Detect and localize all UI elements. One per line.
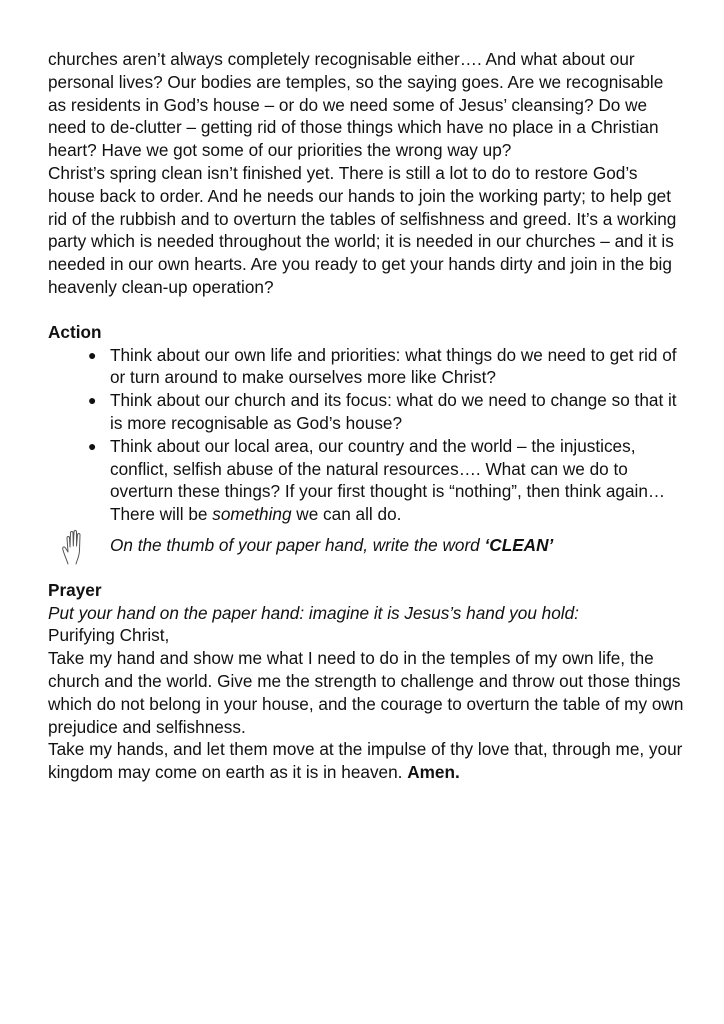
hand-instruction-word: ‘CLEAN’ [484, 534, 554, 555]
list-item [48, 435, 684, 526]
prayer-body-1: Take my hand and show me what I need to do in the temples of my own life, the church and the world. Give me the strength to challenge and throw out those things which do not belong in your house, and the courage to overturn the table of my own prejudice and selfishness. [48, 648, 684, 737]
list-item [48, 344, 684, 390]
list-item [48, 389, 684, 435]
prayer-heading: Prayer [48, 579, 102, 600]
hand-icon [60, 528, 88, 566]
prayer-body-2 [48, 738, 684, 784]
intro-paragraph-2: Christ’s spring clean isn’t finished yet. There is still a lot to do to restore God’s house back to order. And he needs our hands to join the working party; to help get rid of the rubbish and to overturn the tables of selfishness and greed. It’s a working party which is needed throughout the world; it is needed in our churches – and it is needed in our own hearts. Are you ready to get your hands dirty and join in the big heavenly clean-up operation? [48, 162, 677, 297]
bullet-icon: ● [88, 437, 97, 454]
action-item-text: Think about our church and its focus: what do we need to change so that it is more recognisable as God’s house? [110, 390, 677, 433]
intro-paragraph-1: churches aren’t always completely recognisable either…. And what about our personal lives? Our bodies are temples, so the saying goes. Are we recognisable as residents in God’s house – or do we need some of Jesus’ cleansing? Do we need to de-clutter – getting rid of those things which have no place in a Christian heart? Have we got some of our priorities the wrong way up? [48, 49, 664, 161]
prayer-address: Purifying Christ, [48, 625, 170, 646]
hand-instruction-text: On the thumb of your paper hand, write the word [110, 534, 485, 555]
action-item-text: Think about our own life and priorities: what things do we need to get rid of or turn around to make ourselves more like Christ? [110, 344, 677, 388]
bullet-icon: ● [88, 392, 97, 409]
prayer-body-2-text: Take my hands, and let them move at the impulse of thy love that, through me, your kingdom may come on earth as it is in heaven. [48, 739, 683, 783]
prayer-amen: Amen. [407, 762, 460, 783]
action-heading: Action [48, 321, 102, 342]
bullet-icon: ● [88, 346, 97, 363]
prayer-instruction: Put your hand on the paper hand: imagine it is Jesus’s hand you hold: [48, 602, 579, 623]
hand-instruction [48, 534, 684, 557]
action-list [48, 344, 684, 526]
action-item-text: Think about our local area, our country and the world – the injustices, conflict, selfish abuse of the natural resources…. What can we do to overturn these things? If your first thought is “nothing”, then think again… There will be [110, 435, 666, 525]
action-item-text-end: we can all do. [291, 504, 402, 525]
action-item-emphasis: something [212, 504, 292, 525]
